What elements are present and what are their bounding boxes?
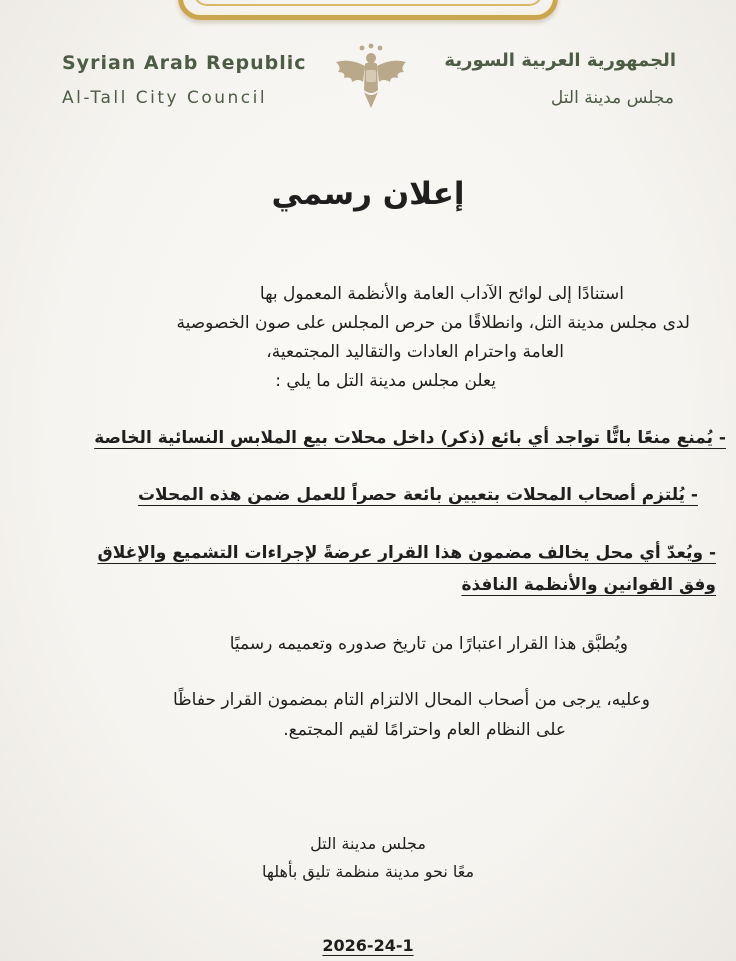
rule-item: - ويُعدّ أي محل يخالف مضمون هذا القرار عرضةً لإجراءات التشميع والإغلاق (97, 543, 716, 563)
header-en-council: Al-Tall City Council (62, 88, 268, 108)
rule-item: - يُلتزم أصحاب المحلات بتعيين بائعة حصراً للعمل ضمن هذه المحلات (137, 485, 698, 505)
signature-slogan: معًا نحو مدينة منظمة تليق بأهلها (261, 862, 475, 881)
header-ar-council: مجلس مدينة التل (550, 88, 674, 108)
effective-statement: ويُطبَّق هذا القرار اعتبارًا من تاريخ صدوره وتعميمه رسميًا (229, 634, 628, 654)
header-ar-country: الجمهورية العربية السورية (444, 50, 676, 71)
document-date: 2026-24-1 (322, 936, 414, 955)
closing-line: وعليه، يرجى من أصحاب المحال الالتزام التام بمضمون القرار حفاظًا (172, 690, 650, 710)
signature-council: مجلس مدينة التل (310, 834, 426, 853)
eagle-emblem-icon (332, 42, 410, 114)
rule-item: - يُمنع منعًا باتًّا تواجد أي بائع (ذكر) داخل محلات بيع الملابس النسائية الخاصة (94, 428, 726, 448)
rule-item: وفق القوانين والأنظمة النافذة (461, 575, 716, 595)
intro-line: استنادًا إلى لوائح الآداب العامة والأنظمة المعمول بها (259, 284, 624, 304)
page-title: إعلان رسمي (271, 176, 465, 212)
intro-line: لدى مجلس مدينة التل، وانطلاقًا من حرص المجلس على صون الخصوصية (176, 313, 690, 333)
closing-line: على النظام العام واحترامًا لقيم المجتمع. (283, 720, 566, 740)
intro-line: يعلن مجلس مدينة التل ما يلي : (275, 371, 496, 391)
clipboard-clip (178, 0, 558, 20)
header-en-country: Syrian Arab Republic (62, 52, 307, 74)
intro-line: العامة واحترام العادات والتقاليد المجتمعية، (266, 342, 564, 362)
